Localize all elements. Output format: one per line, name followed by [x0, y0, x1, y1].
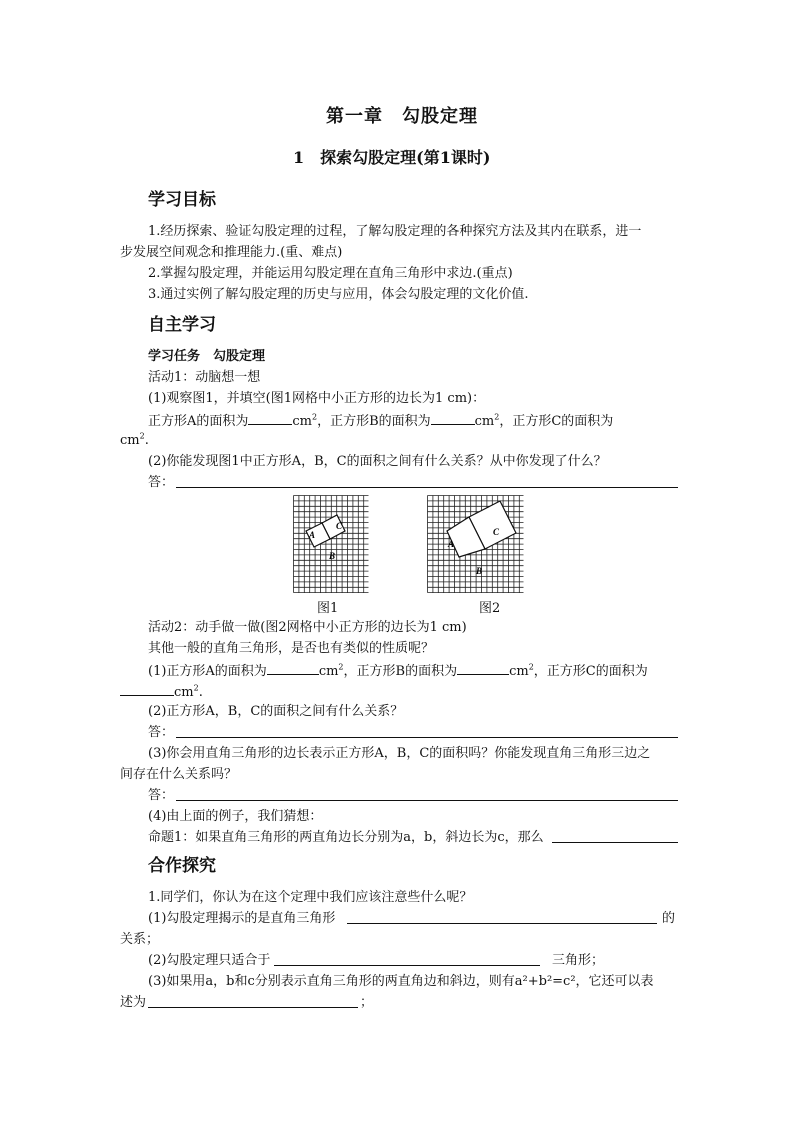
act2-blank-a[interactable] — [267, 660, 319, 675]
objective-2: 2.掌握勾股定理，并能运用勾股定理在直角三角形中求边.(重点) — [148, 266, 513, 281]
coop-heading: 合作探究 — [148, 856, 216, 876]
coop-p1: (1)勾股定理揭示的是直角三角形 — [148, 911, 336, 926]
answer-label-1: 答： — [148, 475, 175, 490]
unit-cm: cm — [292, 414, 312, 429]
question-2: (2)你能发现图1中正方形A，B，C的面积之间有什么关系？从中你发现了什么？ — [148, 454, 607, 469]
act2-blank-c[interactable] — [120, 681, 174, 696]
figure-1 — [293, 495, 369, 593]
task-title: 学习任务 勾股定理 — [148, 349, 266, 364]
unit-cm: cm — [174, 685, 194, 700]
coop-p2-end: 三角形； — [552, 953, 605, 968]
coop-p1-end: 的 — [662, 911, 676, 926]
square-a-area-label: 正方形A的面积为 — [148, 414, 249, 429]
coop-q1: 1.同学们，你认为在这个定理中我们应该注意些什么呢？ — [148, 890, 473, 905]
answer-label-3: 答： — [148, 788, 175, 803]
answer-line-2[interactable] — [176, 737, 678, 738]
unit-cm: cm — [474, 414, 495, 429]
lesson-title: 1 探索勾股定理(第1课时) — [293, 148, 491, 167]
coop-p3-end: ； — [360, 995, 374, 1010]
figure-1-caption: 图1 — [317, 601, 339, 616]
fig2-label-a: A — [448, 539, 455, 549]
act2-square-a-label: (1)正方形A的面积为 — [148, 664, 267, 679]
fig2-label-b: B — [476, 566, 483, 576]
objectives-heading: 学习目标 — [148, 190, 216, 210]
answer-label-2: 答： — [148, 725, 175, 740]
answer-line-1[interactable] — [176, 487, 678, 488]
coop-p1-blank[interactable] — [347, 923, 657, 924]
chapter-title: 第一章 勾股定理 — [326, 106, 478, 127]
objective-1-line2: 步发展空间观念和推理能力.(重、难点) — [120, 245, 343, 260]
act2-square-c-label: ，正方形C的面积为 — [533, 664, 648, 679]
activity-1: 活动1：动脑想一想 — [148, 370, 261, 385]
act2-q3-line2: 间存在什么关系吗？ — [120, 767, 238, 782]
proposition-1: 命题1：如果直角三角形的两直角边长分别为a，b，斜边长为c，那么 — [148, 830, 544, 845]
blank-b[interactable] — [431, 410, 475, 425]
square-b-area-label: ，正方形B的面积为 — [317, 414, 431, 429]
unit-cm: cm — [509, 664, 529, 679]
coop-p2-blank[interactable] — [274, 965, 540, 966]
coop-p3-blank[interactable] — [148, 1007, 358, 1008]
activity-2: 活动2：动手做一做(图2网格中小正方形的边长为1 cm) — [148, 620, 467, 635]
coop-p3-line1: (3)如果用a，b和c分别表示直角三角形的两直角边和斜边，则有a²+b²=c²，它还可以表 — [148, 974, 654, 989]
proposition-1-blank[interactable] — [552, 842, 678, 843]
fig1-label-c: C — [336, 521, 343, 531]
question-1-intro: (1)观察图1，并填空(图1网格中小正方形的边长为1 cm)： — [148, 391, 486, 406]
figure-2 — [427, 495, 524, 593]
objective-1-line1: 1.经历探索、验证勾股定理的过程，了解勾股定理的各种探究方法及其内在联系，进一 — [148, 224, 642, 239]
question-1-fill-line: 正方形A的面积为 $cm^2$，正方形B的面积为 $cm^2$，正方形C的面积为 — [148, 410, 613, 432]
blank-a[interactable] — [248, 410, 292, 425]
act2-q2: (2)正方形A，B，C的面积之间有什么关系？ — [148, 704, 404, 719]
answer-line-3[interactable] — [176, 800, 678, 801]
self-study-heading: 自主学习 — [148, 315, 216, 335]
unit-cm: cm — [318, 664, 339, 679]
figure-2-caption: 图2 — [479, 601, 501, 616]
fig2-label-c: C — [493, 527, 500, 537]
coop-p3-line2: 述为 — [120, 995, 147, 1010]
question-1-fill-line2: $cm^2$. — [120, 431, 149, 448]
act2-blank-b[interactable] — [457, 660, 509, 675]
act2-square-b-label: ，正方形B的面积为 — [343, 664, 458, 679]
objective-3: 3.通过实例了解勾股定理的历史与应用，体会勾股定理的文化价值. — [148, 287, 529, 302]
coop-p1-line2: 关系； — [120, 932, 160, 947]
activity-2-question: 其他一般的直角三角形，是否也有类似的性质呢？ — [148, 641, 435, 656]
act2-q4: (4)由上面的例子，我们猜想： — [148, 809, 323, 824]
act2-q1-line2: $cm^2$. — [120, 681, 203, 703]
act2-q1-line: (1)正方形A的面积为 $cm^2$，正方形B的面积为 $cm^2$，正方形C的面积为 — [148, 660, 648, 682]
unit-cm: cm — [120, 433, 140, 448]
fig1-label-b: B — [329, 551, 336, 561]
act2-q3-line1: (3)你会用直角三角形的边长表示正方形A，B，C的面积吗？你能发现直角三角形三边之 — [148, 746, 651, 761]
coop-p2: (2)勾股定理只适合于 — [148, 953, 271, 968]
fig1-label-a: A — [309, 530, 316, 540]
square-c-area-label: ，正方形C的面积为 — [499, 414, 614, 429]
